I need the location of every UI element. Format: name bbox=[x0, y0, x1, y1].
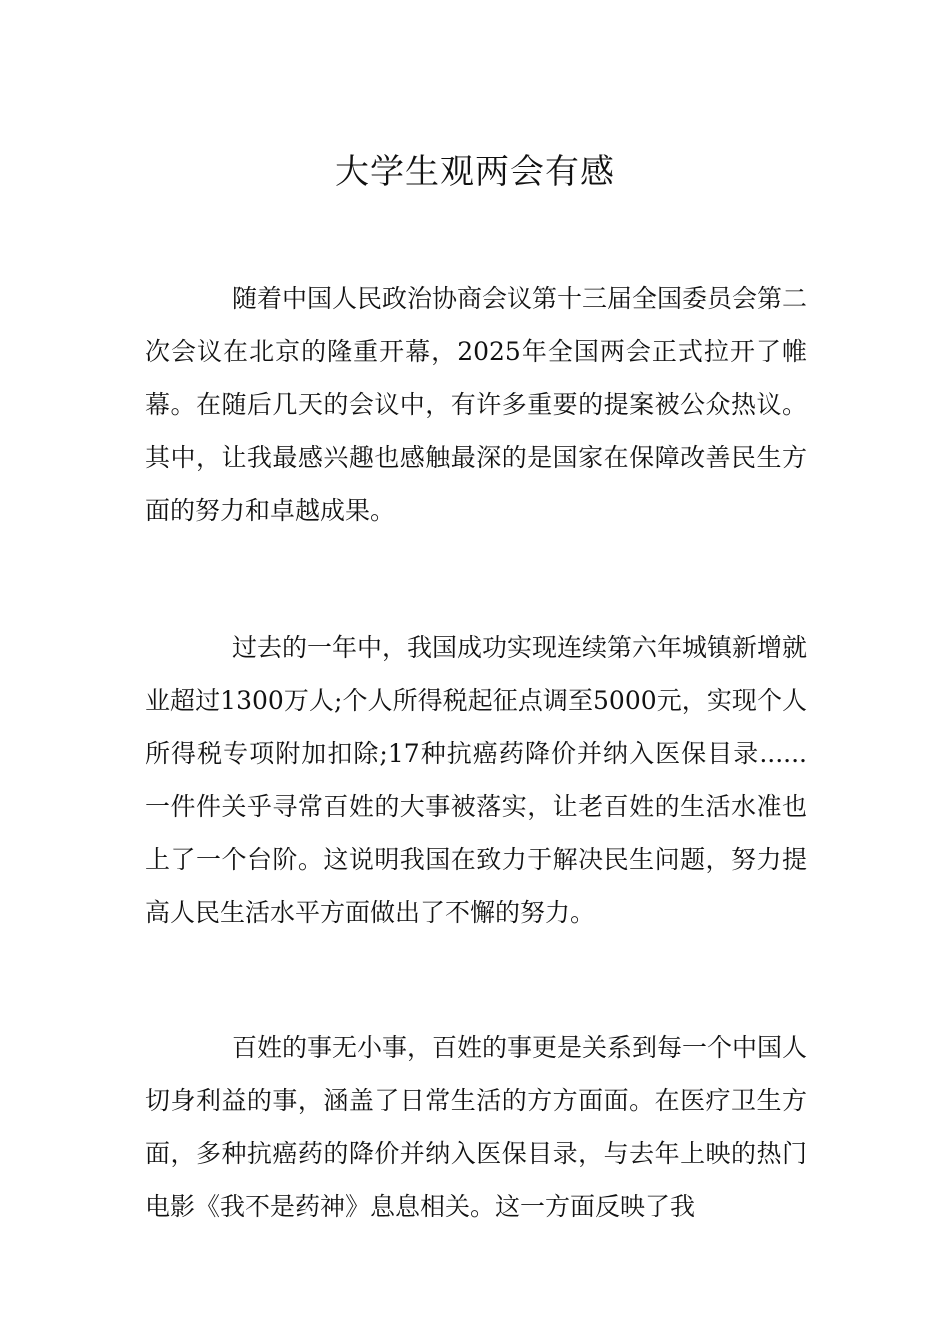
paragraph-1: 随着中国人民政治协商会议第十三届全国委员会第二次会议在北京的隆重开幕，2025年全国两会正式拉开了帷幕。在随后几天的会议中，有许多重要的提案被公众热议。其中，让我最感兴趣也感触最深的是国家在保障改善民生方面的努力和卓越成果。 bbox=[145, 284, 808, 525]
paragraph-2: 过去的一年中，我国成功实现连续第六年城镇新增就业超过1300万人;个人所得税起征点调至5000元，实现个人所得税专项附加扣除;17种抗癌药降价并纳入医保目录......一件件关乎寻常百姓的大事被落实，让老百姓的生活水准也上了一个台阶。这说明我国在致力于解决民生问题，努力提高人民生活水平方面做出了不懈的努力。 bbox=[145, 633, 808, 927]
document-title: 大学生观两会有感 bbox=[335, 151, 615, 192]
paragraph-3: 百姓的事无小事，百姓的事更是关系到每一个中国人切身利益的事，涵盖了日常生活的方方面面。在医疗卫生方面，多种抗癌药的降价并纳入医保目录，与去年上映的热门电影《我不是药神》息息相关。这一方面反映了我 bbox=[145, 1033, 808, 1221]
